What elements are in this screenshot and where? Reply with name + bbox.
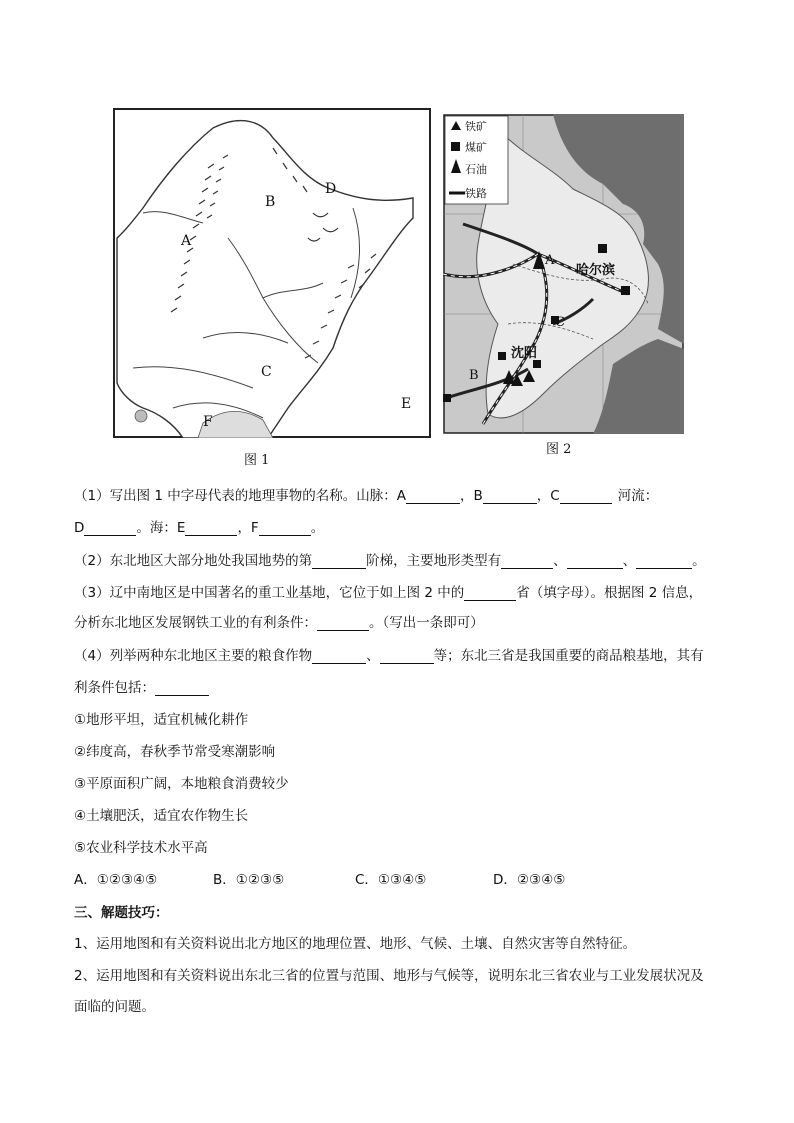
legend-rail: 铁路 [465,187,487,200]
question-4-item: ③平原面积广阔，本地粮食消费较少 [74,776,289,792]
figure-1-svg [113,108,431,438]
fig1-label-d: D [325,181,337,197]
question-3-line-1: （3）辽中南地区是中国著名的重工业基地，它位于如上图 2 中的 省（填字母）。根据图 2 信息， [74,585,703,601]
answer-blank[interactable] [483,489,537,504]
figure-1-map [113,108,431,438]
answer-blank[interactable] [259,521,311,536]
city-shenyang: 沈阳 [511,346,538,361]
coal-marker [443,394,451,402]
figure-2-svg [443,114,684,434]
answer-blank[interactable] [406,489,460,504]
answer-blank[interactable] [560,489,612,504]
answer-blank[interactable] [155,681,209,696]
coal-marker [533,360,541,368]
question-1-line-1: （1）写出图 1 中字母代表的地理事物的名称。山脉：A ，B ，C 河流： [74,488,659,504]
figure-2-caption: 图 2 [546,442,572,457]
question-4-item: ④土壤肥沃，适宜农作物生长 [74,808,249,824]
option-a[interactable]: A．①②③④⑤ [74,872,158,888]
answer-blank[interactable] [380,649,434,664]
legend-iron: 铁矿 [465,120,487,133]
fig1-label-c: C [261,364,272,380]
option-d[interactable]: D．②③④⑤ [493,872,566,888]
section-3-title: 三、解题技巧： [74,905,169,921]
legend-coal: 煤矿 [465,141,487,154]
fig1-label-e: E [401,396,412,412]
fig1-label-b: B [265,194,276,210]
answer-blank[interactable] [84,521,136,536]
question-4-item: ⑤农业科学技术水平高 [74,840,208,856]
answer-blank[interactable] [567,554,623,569]
figure-1-caption: 图 1 [244,453,270,468]
coal-marker [498,352,506,360]
answer-blank[interactable] [312,649,366,664]
fig2-label-a: A [545,253,555,268]
section-3-tip-2-line-1: 2、运用地图和有关资料说出东北三省的位置与范围、地形与气候等，说明东北三省农业与工业发展状况及 [74,968,704,984]
fig2-label-c: C [555,315,565,330]
section-3-tip-1: 1、运用地图和有关资料说出北方地区的地理位置、地形、气候、土壤、自然灾害等自然特征。 [74,936,637,952]
question-1-line-2: D 。海：E ，F 。 [74,520,325,536]
option-b[interactable]: B．①②③⑤ [213,872,285,888]
question-4-item: ①地形平坦，适宜机械化耕作 [74,712,249,728]
answer-blank[interactable] [317,616,369,631]
question-4-line-2: 利条件包括： [74,676,209,696]
answer-blank[interactable] [185,521,237,536]
legend-oil: 石油 [465,163,487,176]
answer-blank[interactable] [636,554,692,569]
fig1-label-f: F [203,414,213,430]
coal-marker [621,286,630,295]
answer-blank[interactable] [312,554,366,569]
fig1-label-a: A [181,233,192,249]
city-harbin: 哈尔滨 [576,263,616,278]
question-4-line-1: （4）列举两种东北地区主要的粮食作物 、 等；东北三省是我国重要的商品粮基地，其有 [74,648,704,664]
question-3-line-2: 分析东北地区发展钢铁工业的有利条件： 。（写出一条即可） [74,615,484,631]
question-2: （2）东北地区大部分地处我国地势的第 阶梯，主要地形类型有 、 、 。 [74,553,706,569]
fig2-label-b: B [469,368,479,383]
answer-blank[interactable] [464,586,516,601]
figure-2-map [443,114,684,434]
question-4-item: ②纬度高，春秋季节常受寒潮影响 [74,744,276,760]
coal-marker [598,244,607,253]
option-c[interactable]: C．①③④⑤ [355,872,427,888]
answer-options [74,868,565,888]
answer-blank[interactable] [501,554,553,569]
section-3-tip-2-line-2: 面临的问题。 [74,999,155,1015]
